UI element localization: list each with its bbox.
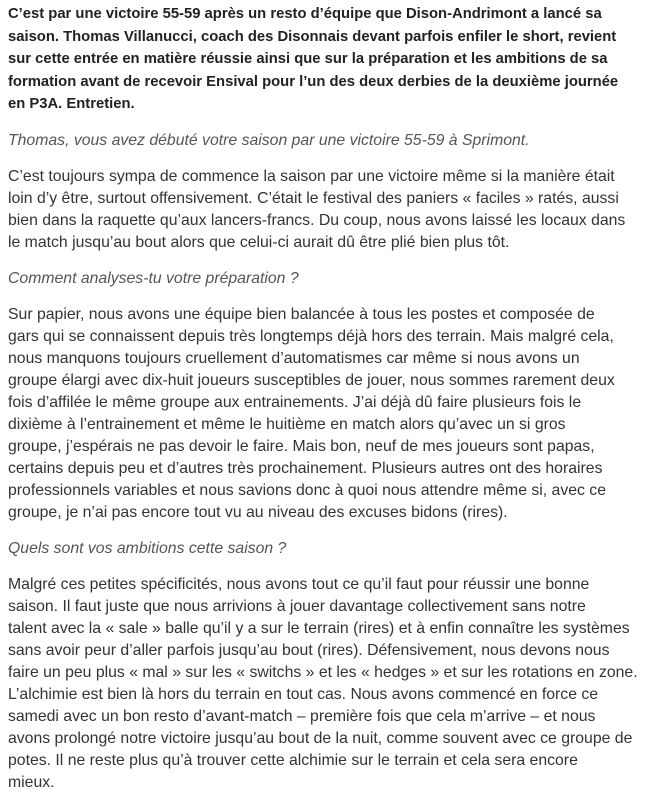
answer-line: potes. Il ne reste plus qu’à trouver cette alchimie sur le terrain et cela sera encore [8,751,578,769]
answer-line: sans avoir peur d’aller parfois jusqu’au bout (rires). Défensivement, nous devons nous [8,641,610,659]
answer-line: certains depuis peu et d’autres très prochainement. Plusieurs autres ont des horaires [8,459,603,477]
intro-line: sur cette entrée en matière réussie ainsi que sur la préparation et les ambitions de sa [8,51,608,67]
interview-answer-1 [8,166,652,254]
answer-line: le match jusqu’au bout alors que celui-ci aurait dû être plié bien plus tôt. [8,233,510,251]
intro-line: saison. Thomas Villanucci, coach des Disonnais devant parfois enfiler le short, revient [8,28,617,45]
answer-line: talent avec la « sale » balle qu’il y a sur le terrain (rires) et à enfin connaître les systèmes [8,619,630,637]
answer-line: professionnels variables et nous savions donc à quoi nous attendre même si, avec ce [8,481,606,499]
answer-line: samedi avec un bon resto d’avant-match – première fois que cela m’arrive – et nous [8,707,596,725]
answer-line: groupe, je n’ai pas encore tout vu au niveau des excuses bidons (rires). [8,503,508,521]
interview-answer-2 [8,304,652,524]
answer-line: saison. Il faut juste que nous arrivions à jouer davantage collectivement sans notre [8,597,586,615]
answer-line: faire un peu plus « mal » sur les « switchs » et les « hedges » et sur les rotations en zone. [8,663,638,681]
answer-line: loin d’y être, surtout offensivement. C’était le festival des paniers « faciles » ratés, aussi [8,189,619,207]
answer-line: mieux. [8,773,55,791]
answer-line: Sur papier, nous avons une équipe bien balancée à tous les postes et composée de [8,305,595,323]
intro-line: formation avant de recevoir Ensival pour l’un des deux derbies de la deuxième journée [8,73,619,90]
answer-line: avons prolongé notre victoire jusqu’au bout de la nuit, comme souvent avec ce groupe de [8,729,633,747]
article-intro [8,3,652,116]
interview-question-1 [8,130,652,152]
question-text: Quels sont vos ambitions cette saison ? [8,539,287,557]
answer-line: bien dans la raquette qu’aux lancers-francs. Du coup, nous avons laissé les locaux dans [8,211,626,229]
intro-line: C’est par une victoire 55-59 après un resto d’équipe que Dison-Andrimont a lancé sa [8,6,602,22]
answer-line: gars qui se connaissent depuis très longtemps déjà hors des terrain. Mais malgré cela, [8,327,614,345]
interview-answer-3 [8,574,652,794]
question-text: Thomas, vous avez débuté votre saison par une victoire 55-59 à Sprimont. [8,131,530,149]
answer-line: L’alchimie est bien là hors du terrain en tout cas. Nous avons commencé en force ce [8,685,599,703]
answer-line: nous manquons toujours cruellement d’automatismes car même si nous avons un [8,349,580,367]
answer-line: fois d’affilée le même groupe aux entrainements. J’ai déjà dû faire plusieurs fois le [8,393,582,411]
interview-question-3 [8,538,652,560]
interview-question-2 [8,268,652,290]
answer-line: C’est toujours sympa de commence la saison par une victoire même si la manière était [8,167,615,185]
intro-line: en P3A. Entretien. [8,96,135,112]
answer-line: Malgré ces petites spécificités, nous avons tout ce qu’il faut pour réussir une bonne [8,575,590,593]
answer-line: dixième à l’entrainement et même le huitième en match alors qu’avec un si gros [8,415,566,433]
answer-line: groupe élargi avec dix-huit joueurs susceptibles de jouer, nous sommes rarement deux [8,371,615,389]
answer-line: groupe, j’espérais ne pas devoir le faire. Mais bon, neuf de mes joueurs sont papas, [8,437,595,455]
question-text: Comment analyses-tu votre préparation ? [8,269,299,287]
